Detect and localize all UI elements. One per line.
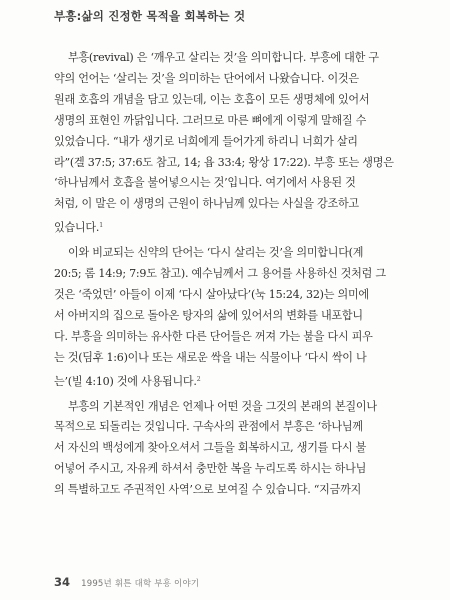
page-footer <box>54 571 199 590</box>
text-line: 는 것(딤후 1:6)이나 또는 새로운 싹을 내는 식물이나 ‘다시 싹이 나 <box>54 350 367 364</box>
text-line: ‘하나님께서 호흡을 불어넣으시는 것’입니다. 여기에서 사용된 것 <box>54 176 356 190</box>
book-title: 1995년 휘튼 대학 부흥 이야기 <box>81 579 200 589</box>
text-line: 처럼, 이 말은 이 생명의 근원이 하나님께 있다는 사실을 강조하고 <box>54 197 359 211</box>
text-line: 것은 ‘죽었던’ 아들이 이제 ‘다시 살아났다’(눅 15:24, 32)는 의미에 <box>54 287 369 301</box>
text-line: 이와 비교되는 신약의 단어는 ‘다시 살리는 것’을 의미합니다(계 <box>68 246 364 260</box>
text-line: 생명의 표현인 까닭입니다. 그러므로 마른 뼈에게 이렇게 말해질 수 <box>54 113 367 127</box>
text-line: 부흥의 기본적인 개념은 언제나 어떤 것을 그것의 본래의 본질이나 <box>68 399 377 413</box>
text-line: 다. 부흥을 의미하는 유사한 다른 단어들은 꺼져 가는 불을 다시 피우 <box>54 329 373 343</box>
text-line <box>54 215 404 239</box>
text-line: 서 자신의 백성에게 찾아오셔서 그들을 회복하시고, 생기를 다시 불 <box>54 441 367 455</box>
paragraph-basic-concept <box>54 397 404 502</box>
footnote-marker: 1 <box>99 221 104 230</box>
body-text <box>54 48 404 501</box>
paragraph-revival-meaning <box>54 48 404 239</box>
text-line: 목적으로 되돌리는 것입니다. 구속사의 관점에서 부흥은 ‘하나님께 <box>54 420 363 434</box>
text-line: 있었습니다. “내가 생기로 너희에게 들어가게 하리니 너희가 살리 <box>54 134 358 148</box>
text-line: 원래 호흡의 개념을 담고 있는데, 이는 호흡이 모든 생명체에 있어서 <box>54 92 370 106</box>
text-line: 20:5; 롬 14:9; 7:9도 참고). 예수님께서 그 용어를 사용하신 것처럼 그 <box>54 267 386 281</box>
text-line-end: 는’(빌 4:10) 것에 사용됩니다. <box>54 374 197 388</box>
paragraph-new-testament <box>54 243 404 392</box>
text-line: 약의 언어는 ‘살리는 것’을 의미하는 단어에서 나왔습니다. 이것은 <box>54 71 359 85</box>
footnote-marker: 2 <box>196 374 201 383</box>
text-line: 어넣어 주시고, 자유케 하셔서 충만한 복을 누리도록 하시는 하나님 <box>54 462 367 476</box>
text-line: 라”(겔 37:5; 37:6도 참고, 14; 욥 33:4; 왕상 17:22). 부흥 또는 생명은 <box>54 155 394 169</box>
text-line: 서 아버지의 집으로 돌아온 탕자의 삶에 있어서의 변화를 내포합니 <box>54 308 363 322</box>
text-line <box>54 369 404 393</box>
text-line: 부흥(revival) 은 ‘깨우고 살리는 것’을 의미합니다. 부흥에 대한 구 <box>68 51 379 64</box>
text-line: 의 특별하고도 주권적인 사역’으로 보여질 수 있습니다. “지금까지 <box>54 483 362 497</box>
running-header: 부흥:삶의 진정한 목적을 회복하는 것 <box>54 9 246 23</box>
text-line-end: 있습니다. <box>54 221 100 235</box>
page-number: 34 <box>54 575 71 589</box>
